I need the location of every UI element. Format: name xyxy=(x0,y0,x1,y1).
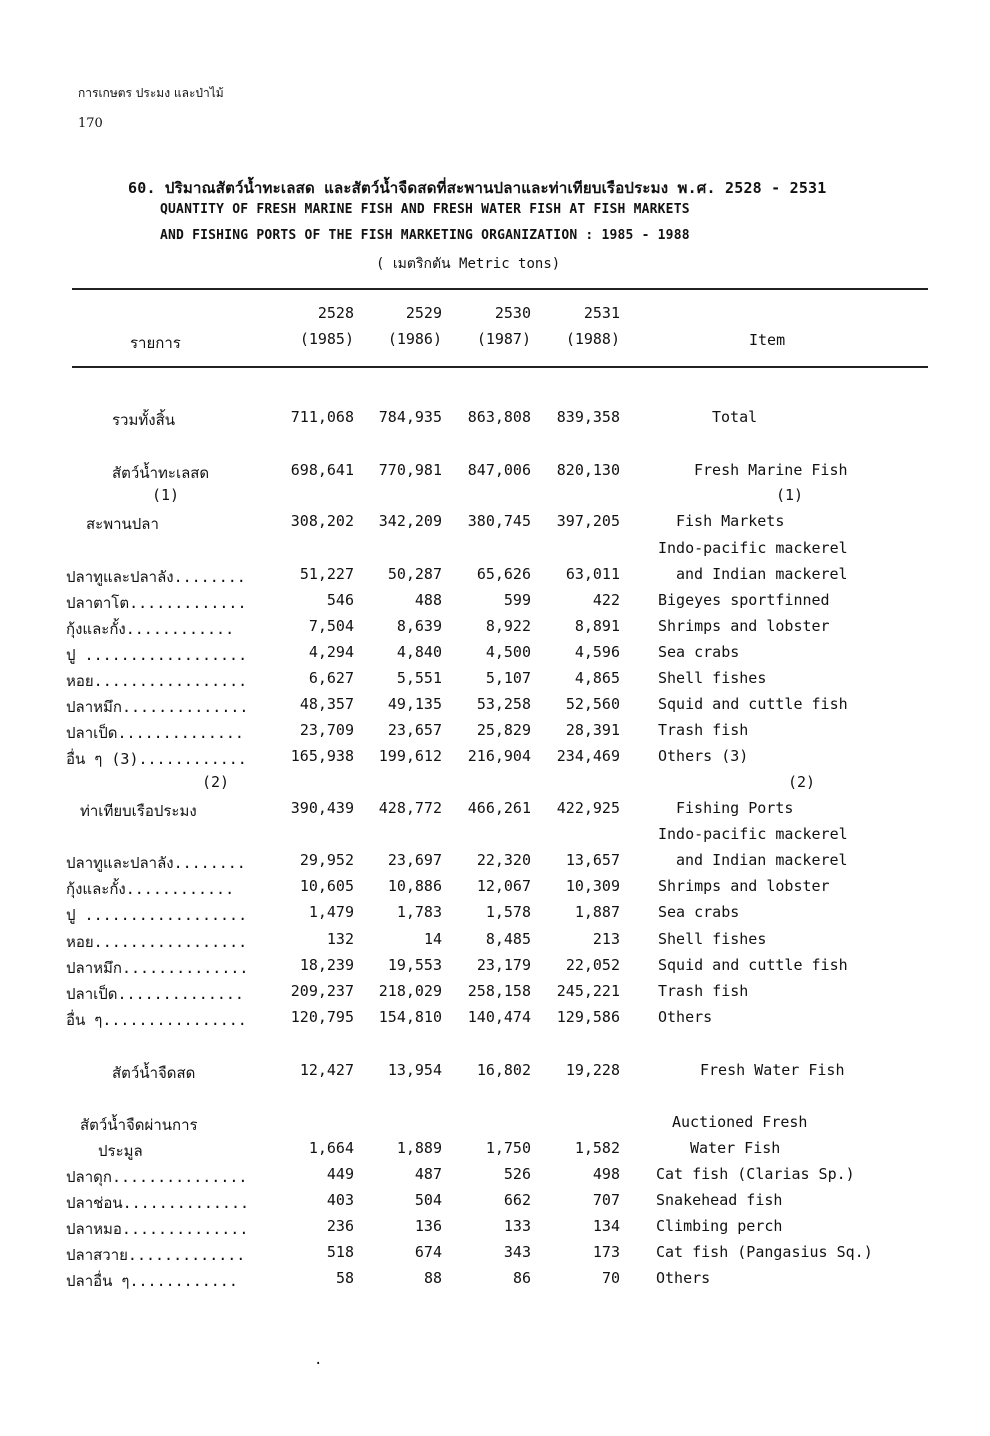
row-label-thai: อื่น ๆ (3)............ xyxy=(66,750,247,768)
table-row xyxy=(0,539,990,565)
row-label-thai: ปลาอื่น ๆ............ xyxy=(66,1272,238,1290)
value-cell: 216,904 xyxy=(467,747,531,765)
value-cell: 12,427 xyxy=(299,1061,354,1079)
value-cell: 8,639 xyxy=(396,617,442,635)
section-header: การเกษตร ประมง และป่าไม้ xyxy=(78,86,224,100)
table-row xyxy=(0,877,990,903)
row-label-english: Fish Markets xyxy=(676,512,785,530)
value-cell: 1,887 xyxy=(574,903,620,921)
value-cell: 707 xyxy=(592,1191,620,1209)
row-label-english: Indo-pacific mackerel xyxy=(658,825,848,843)
value-cell: 140,474 xyxy=(467,1008,531,1026)
value-cell: 397,205 xyxy=(556,512,620,530)
row-label-thai: กุ้งและกั้ง............ xyxy=(66,880,235,898)
value-cell: 10,886 xyxy=(387,877,442,895)
row-label-english: Squid and cuttle fish xyxy=(658,956,848,974)
header-top-rule xyxy=(72,288,928,290)
row-label-english: Cat fish (Pangasius Sq.) xyxy=(656,1243,873,1261)
value-cell: 4,865 xyxy=(574,669,620,687)
value-cell: 70 xyxy=(601,1269,620,1287)
value-cell: 847,006 xyxy=(467,461,531,479)
row-label-english: Fresh Water Fish xyxy=(700,1061,845,1079)
table-row xyxy=(0,643,990,669)
value-cell: 154,810 xyxy=(378,1008,442,1026)
table-row xyxy=(0,721,990,747)
row-label-thai: รวมทั้งสิ้น xyxy=(112,411,175,429)
row-label-thai: ปู .................. xyxy=(66,646,248,664)
value-cell: 133 xyxy=(503,1217,531,1235)
column-header-english: Item xyxy=(749,331,786,349)
value-cell: 5,551 xyxy=(396,669,442,687)
value-cell: 711,068 xyxy=(290,408,354,426)
value-cell: 22,052 xyxy=(565,956,620,974)
value-cell: 662 xyxy=(503,1191,531,1209)
value-cell: 8,922 xyxy=(485,617,531,635)
row-label-english: (1) xyxy=(776,486,804,504)
row-label-thai: ปลาทูและปลาลัง........ xyxy=(66,568,246,586)
page-mark: · xyxy=(314,1356,323,1372)
value-cell: 213 xyxy=(592,930,620,948)
value-cell: 23,179 xyxy=(476,956,531,974)
value-cell: 10,605 xyxy=(299,877,354,895)
row-label-english: Trash fish xyxy=(658,721,749,739)
row-label-thai: ปลาช่อน.............. xyxy=(66,1194,250,1212)
value-cell: 504 xyxy=(414,1191,442,1209)
table-row xyxy=(0,1008,990,1034)
row-label-thai: ปลาหมึก.............. xyxy=(66,959,249,977)
row-label-thai: ท่าเทียบเรือประมง xyxy=(80,802,197,820)
value-cell: 14 xyxy=(423,930,442,948)
row-label-thai: หอย................. xyxy=(66,672,248,690)
value-cell: 343 xyxy=(503,1243,531,1261)
value-cell: 23,697 xyxy=(387,851,442,869)
value-cell: 245,221 xyxy=(556,982,620,1000)
value-cell: 134 xyxy=(592,1217,620,1235)
row-label-thai: ปลาสวาย............. xyxy=(66,1246,246,1264)
value-cell: 65,626 xyxy=(476,565,531,583)
row-label-english: Fresh Marine Fish xyxy=(694,461,848,479)
value-cell: 258,158 xyxy=(467,982,531,1000)
table-title-thai: 60. ปริมาณสัตว์น้ำทะเลสด และสัตว์น้ำจืดสดที่สะพานปลาและท่าเทียบเรือประมง พ.ศ. 2528 - 2531 xyxy=(128,179,827,197)
row-label-thai: (2) xyxy=(202,773,230,791)
value-cell: 23,709 xyxy=(299,721,354,739)
table-row xyxy=(0,747,990,773)
value-cell: 23,657 xyxy=(387,721,442,739)
value-cell: 428,772 xyxy=(378,799,442,817)
value-cell: 1,664 xyxy=(308,1139,354,1157)
value-cell: 22,320 xyxy=(476,851,531,869)
table-row xyxy=(0,695,990,721)
value-cell: 784,935 xyxy=(378,408,442,426)
row-label-thai: ปลาหมึก.............. xyxy=(66,698,249,716)
row-label-english: Climbing perch xyxy=(656,1217,783,1235)
table-row xyxy=(0,1113,990,1139)
column-header-thai: รายการ xyxy=(130,334,181,352)
table-row xyxy=(0,1217,990,1243)
row-label-english: Others (3) xyxy=(658,747,749,765)
table-row xyxy=(0,1061,990,1087)
row-label-thai: อื่น ๆ................ xyxy=(66,1011,247,1029)
value-cell: 1,750 xyxy=(485,1139,531,1157)
value-cell: 13,954 xyxy=(387,1061,442,1079)
table-row xyxy=(0,591,990,617)
table-row xyxy=(0,408,990,434)
value-cell: 50,287 xyxy=(387,565,442,583)
row-label-thai: ปลาดุก............... xyxy=(66,1168,248,1186)
row-label-english: Sea crabs xyxy=(658,643,740,661)
value-cell: 63,011 xyxy=(565,565,620,583)
value-cell: 8,485 xyxy=(485,930,531,948)
value-cell: 308,202 xyxy=(290,512,354,530)
table-row xyxy=(0,1139,990,1165)
value-cell: 526 xyxy=(503,1165,531,1183)
value-cell: 52,560 xyxy=(565,695,620,713)
value-cell: 839,358 xyxy=(556,408,620,426)
table-row xyxy=(0,486,990,512)
value-cell: 10,309 xyxy=(565,877,620,895)
value-cell: 449 xyxy=(326,1165,354,1183)
value-cell: 390,439 xyxy=(290,799,354,817)
row-label-thai: ปลาเป็ด.............. xyxy=(66,985,244,1003)
value-cell: 4,840 xyxy=(396,643,442,661)
value-cell: 498 xyxy=(592,1165,620,1183)
row-label-thai: กุ้งและกั้ง............ xyxy=(66,620,235,638)
row-label-thai: ปลาตาโต............. xyxy=(66,594,247,612)
row-label-english: Snakehead fish xyxy=(656,1191,783,1209)
value-cell: 1,889 xyxy=(396,1139,442,1157)
value-cell: 820,130 xyxy=(556,461,620,479)
value-cell: 518 xyxy=(326,1243,354,1261)
row-label-english: Others xyxy=(656,1269,711,1287)
value-cell: 58 xyxy=(335,1269,354,1287)
value-cell: 342,209 xyxy=(378,512,442,530)
row-label-thai: ปู .................. xyxy=(66,906,248,924)
table-title-english-2: AND FISHING PORTS OF THE FISH MARKETING ORGANIZATION : 1985 - 1988 xyxy=(160,228,690,243)
value-cell: 1,479 xyxy=(308,903,354,921)
value-cell: 403 xyxy=(326,1191,354,1209)
table-row xyxy=(0,773,990,799)
value-cell: 4,500 xyxy=(485,643,531,661)
value-cell: 546 xyxy=(326,591,354,609)
year-header-ce: (1988) xyxy=(565,330,620,348)
value-cell: 599 xyxy=(503,591,531,609)
row-label-english: Bigeyes sportfinned xyxy=(658,591,830,609)
value-cell: 49,135 xyxy=(387,695,442,713)
value-cell: 18,239 xyxy=(299,956,354,974)
table-row xyxy=(0,903,990,929)
value-cell: 86 xyxy=(512,1269,531,1287)
value-cell: 4,596 xyxy=(574,643,620,661)
row-label-english: Others xyxy=(658,1008,713,1026)
row-label-thai: สัตว์น้ำทะเลสด xyxy=(112,464,210,482)
year-header-ce: (1986) xyxy=(387,330,442,348)
value-cell: 16,802 xyxy=(476,1061,531,1079)
value-cell: 165,938 xyxy=(290,747,354,765)
table-row xyxy=(0,617,990,643)
value-cell: 12,067 xyxy=(476,877,531,895)
year-header-be: 2529 xyxy=(405,304,442,322)
row-label-english: Shrimps and lobster xyxy=(658,877,830,895)
row-label-english: Shell fishes xyxy=(658,669,767,687)
value-cell: 120,795 xyxy=(290,1008,354,1026)
year-header-be: 2531 xyxy=(583,304,620,322)
value-cell: 6,627 xyxy=(308,669,354,687)
year-header-be: 2528 xyxy=(317,304,354,322)
value-cell: 770,981 xyxy=(378,461,442,479)
row-label-thai: หอย................. xyxy=(66,933,248,951)
value-cell: 218,029 xyxy=(378,982,442,1000)
row-label-english: and Indian mackerel xyxy=(676,851,848,869)
value-cell: 422,925 xyxy=(556,799,620,817)
value-cell: 29,952 xyxy=(299,851,354,869)
value-cell: 53,258 xyxy=(476,695,531,713)
table-row xyxy=(0,461,990,487)
table-row xyxy=(0,851,990,877)
table-row xyxy=(0,930,990,956)
row-label-english: Fishing Ports xyxy=(676,799,794,817)
row-label-thai: ปลาหมอ.............. xyxy=(66,1220,249,1238)
table-row xyxy=(0,956,990,982)
row-label-thai: สัตว์น้ำจืดผ่านการ xyxy=(80,1116,198,1134)
value-cell: 1,783 xyxy=(396,903,442,921)
value-cell: 234,469 xyxy=(556,747,620,765)
year-header-be: 2530 xyxy=(494,304,531,322)
value-cell: 863,808 xyxy=(467,408,531,426)
table-row xyxy=(0,1269,990,1295)
value-cell: 25,829 xyxy=(476,721,531,739)
unit-label: ( เมตริกตัน Metric tons) xyxy=(376,256,561,272)
table-row xyxy=(0,1243,990,1269)
value-cell: 132 xyxy=(326,930,354,948)
row-label-thai: ปลาทูและปลาลัง........ xyxy=(66,854,246,872)
value-cell: 173 xyxy=(592,1243,620,1261)
row-label-english: Total xyxy=(712,408,758,426)
value-cell: 488 xyxy=(414,591,442,609)
value-cell: 674 xyxy=(414,1243,442,1261)
year-header-ce: (1985) xyxy=(299,330,354,348)
value-cell: 466,261 xyxy=(467,799,531,817)
table-row xyxy=(0,799,990,825)
value-cell: 129,586 xyxy=(556,1008,620,1026)
page-number: 170 xyxy=(78,116,103,131)
value-cell: 380,745 xyxy=(467,512,531,530)
value-cell: 19,553 xyxy=(387,956,442,974)
value-cell: 136 xyxy=(414,1217,442,1235)
row-label-thai: สัตว์น้ำจืดสด xyxy=(112,1064,196,1082)
row-label-english: Auctioned Fresh xyxy=(672,1113,808,1131)
value-cell: 19,228 xyxy=(565,1061,620,1079)
value-cell: 4,294 xyxy=(308,643,354,661)
row-label-english: Cat fish (Clarias Sp.) xyxy=(656,1165,855,1183)
value-cell: 209,237 xyxy=(290,982,354,1000)
row-label-english: Indo-pacific mackerel xyxy=(658,539,848,557)
value-cell: 487 xyxy=(414,1165,442,1183)
value-cell: 13,657 xyxy=(565,851,620,869)
row-label-thai: ประมูล xyxy=(98,1142,143,1160)
row-label-english: Shell fishes xyxy=(658,930,767,948)
value-cell: 698,641 xyxy=(290,461,354,479)
header-bottom-rule xyxy=(72,366,928,368)
row-label-thai: สะพานปลา xyxy=(86,515,159,533)
table-row xyxy=(0,669,990,695)
value-cell: 1,582 xyxy=(574,1139,620,1157)
row-label-english: Trash fish xyxy=(658,982,749,1000)
row-label-thai: (1) xyxy=(152,486,180,504)
year-header-ce: (1987) xyxy=(476,330,531,348)
value-cell: 5,107 xyxy=(485,669,531,687)
table-row xyxy=(0,512,990,538)
value-cell: 28,391 xyxy=(565,721,620,739)
value-cell: 1,578 xyxy=(485,903,531,921)
value-cell: 236 xyxy=(326,1217,354,1235)
value-cell: 51,227 xyxy=(299,565,354,583)
table-row xyxy=(0,1191,990,1217)
table-row xyxy=(0,565,990,591)
value-cell: 422 xyxy=(592,591,620,609)
table-row xyxy=(0,1165,990,1191)
value-cell: 88 xyxy=(423,1269,442,1287)
value-cell: 199,612 xyxy=(378,747,442,765)
table-row xyxy=(0,982,990,1008)
row-label-english: Sea crabs xyxy=(658,903,740,921)
row-label-english: Shrimps and lobster xyxy=(658,617,830,635)
row-label-thai: ปลาเป็ด.............. xyxy=(66,724,244,742)
value-cell: 48,357 xyxy=(299,695,354,713)
row-label-english: Squid and cuttle fish xyxy=(658,695,848,713)
table-title-english-1: QUANTITY OF FRESH MARINE FISH AND FRESH WATER FISH AT FISH MARKETS xyxy=(160,202,690,217)
row-label-english: Water Fish xyxy=(690,1139,781,1157)
value-cell: 7,504 xyxy=(308,617,354,635)
value-cell: 8,891 xyxy=(574,617,620,635)
row-label-english: (2) xyxy=(788,773,816,791)
table-row xyxy=(0,825,990,851)
row-label-english: and Indian mackerel xyxy=(676,565,848,583)
